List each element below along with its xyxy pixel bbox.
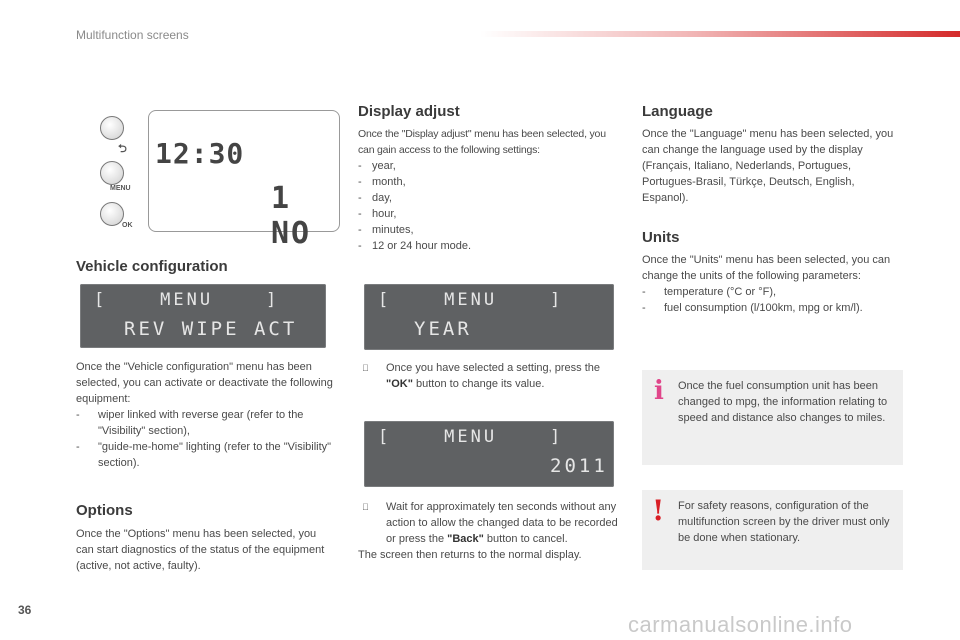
units-body <box>642 252 904 316</box>
step1-pre: Once you have selected a setting, press the <box>386 362 601 374</box>
menu-button-label: MENU <box>110 185 131 192</box>
step1-bold: "OK" <box>386 378 413 390</box>
pointer-arrow-icon <box>362 499 369 515</box>
units-title: Units <box>642 229 680 246</box>
closing-text: The screen then returns to the normal display. <box>358 549 582 561</box>
vehicle-config-intro: Once the "Vehicle configuration" menu has been selected, you can activate or deactivate the following equipment: <box>76 361 333 405</box>
menu-button <box>100 161 124 185</box>
display-adjust-intro: Once the "Display adjust" menu has been selected, you can gain access to the following settings: <box>358 128 606 156</box>
options-title: Options <box>76 502 133 519</box>
pointer-arrow-icon <box>362 360 369 376</box>
date-screen <box>364 421 614 487</box>
list-item: - month, <box>358 174 624 190</box>
section-title: Multifunction screens <box>76 28 189 42</box>
list-item: - fuel consumption (l/100km, mpg or km/l). <box>642 300 904 316</box>
vehicle-config-screen <box>80 284 326 348</box>
back-arrow-icon: ⮌ <box>118 143 127 155</box>
language-body: Once the "Language" menu has been selected, you can change the language used by the display (Français, Italiano, Nederlands, Portugues, Portugues-Brasil, Türkçe, Deutsch, English, Espanol). <box>642 128 894 204</box>
watermark: carmanualsonline.info <box>628 612 853 637</box>
step2-text <box>358 499 622 563</box>
screen-value-line: YEAR <box>414 318 472 340</box>
step2-bold: "Back" <box>447 533 484 545</box>
header-accent-bar <box>480 31 960 37</box>
display-frame <box>148 110 340 251</box>
step2-post: button to cancel. <box>483 533 568 545</box>
list-item: - 12 or 24 hour mode. <box>358 238 624 254</box>
list-item: - year, <box>358 158 624 174</box>
step1-text <box>362 360 622 392</box>
page-number: 36 <box>18 603 32 617</box>
display-right-text: 1 NO <box>271 181 312 251</box>
list-item: - "guide-me-home" lighting (refer to the "Visibility" section). <box>76 439 338 471</box>
step2-pre: Wait for approximately ten seconds without any action to allow the changed data to be recorded or press the <box>386 501 618 545</box>
vehicle-config-body <box>76 359 338 471</box>
info-icon: i <box>654 376 664 406</box>
options-body: Once the "Options" menu has been selected, you can start diagnostics of the status of the equipment (active, not active, faulty). <box>76 528 325 572</box>
warning-notice <box>642 490 903 570</box>
warning-notice-text: For safety reasons, configuration of the multifunction screen by the driver must only be done when stationary. <box>678 500 890 544</box>
screen-value-line: REV WIPE ACT <box>124 318 298 340</box>
vehicle-config-title: Vehicle configuration <box>76 258 228 275</box>
list-item: - hour, <box>358 206 624 222</box>
info-notice <box>642 370 903 465</box>
year-screen <box>364 284 614 350</box>
warning-icon: ! <box>652 494 665 527</box>
screen-menu-line: [ MENU ] <box>94 290 280 310</box>
ok-button-label: OK <box>122 222 133 229</box>
display-adjust-body <box>358 126 624 254</box>
display-clock: 12:30 <box>155 137 245 170</box>
list-item: - minutes, <box>358 222 624 238</box>
list-item: - day, <box>358 190 624 206</box>
display-adjust-title: Display adjust <box>358 103 460 120</box>
top-knob <box>100 116 124 140</box>
language-title: Language <box>642 103 713 120</box>
step1-post: button to change its value. <box>412 378 545 390</box>
list-item: - temperature (°C or °F), <box>642 284 904 300</box>
screen-menu-line: [ MENU ] <box>378 290 564 310</box>
list-item: - wiper linked with reverse gear (refer to the "Visibility" section), <box>76 407 338 439</box>
units-intro: Once the "Units" menu has been selected, you can change the units of the following parameters: <box>642 254 891 282</box>
screen-value-line: 2011 <box>550 455 608 477</box>
control-panel-illustration <box>88 106 338 251</box>
info-notice-text: Once the fuel consumption unit has been changed to mpg, the information relating to speed and distance also changes to miles. <box>678 380 888 424</box>
ok-button <box>100 202 124 226</box>
screen-menu-line: [ MENU ] <box>378 427 564 447</box>
